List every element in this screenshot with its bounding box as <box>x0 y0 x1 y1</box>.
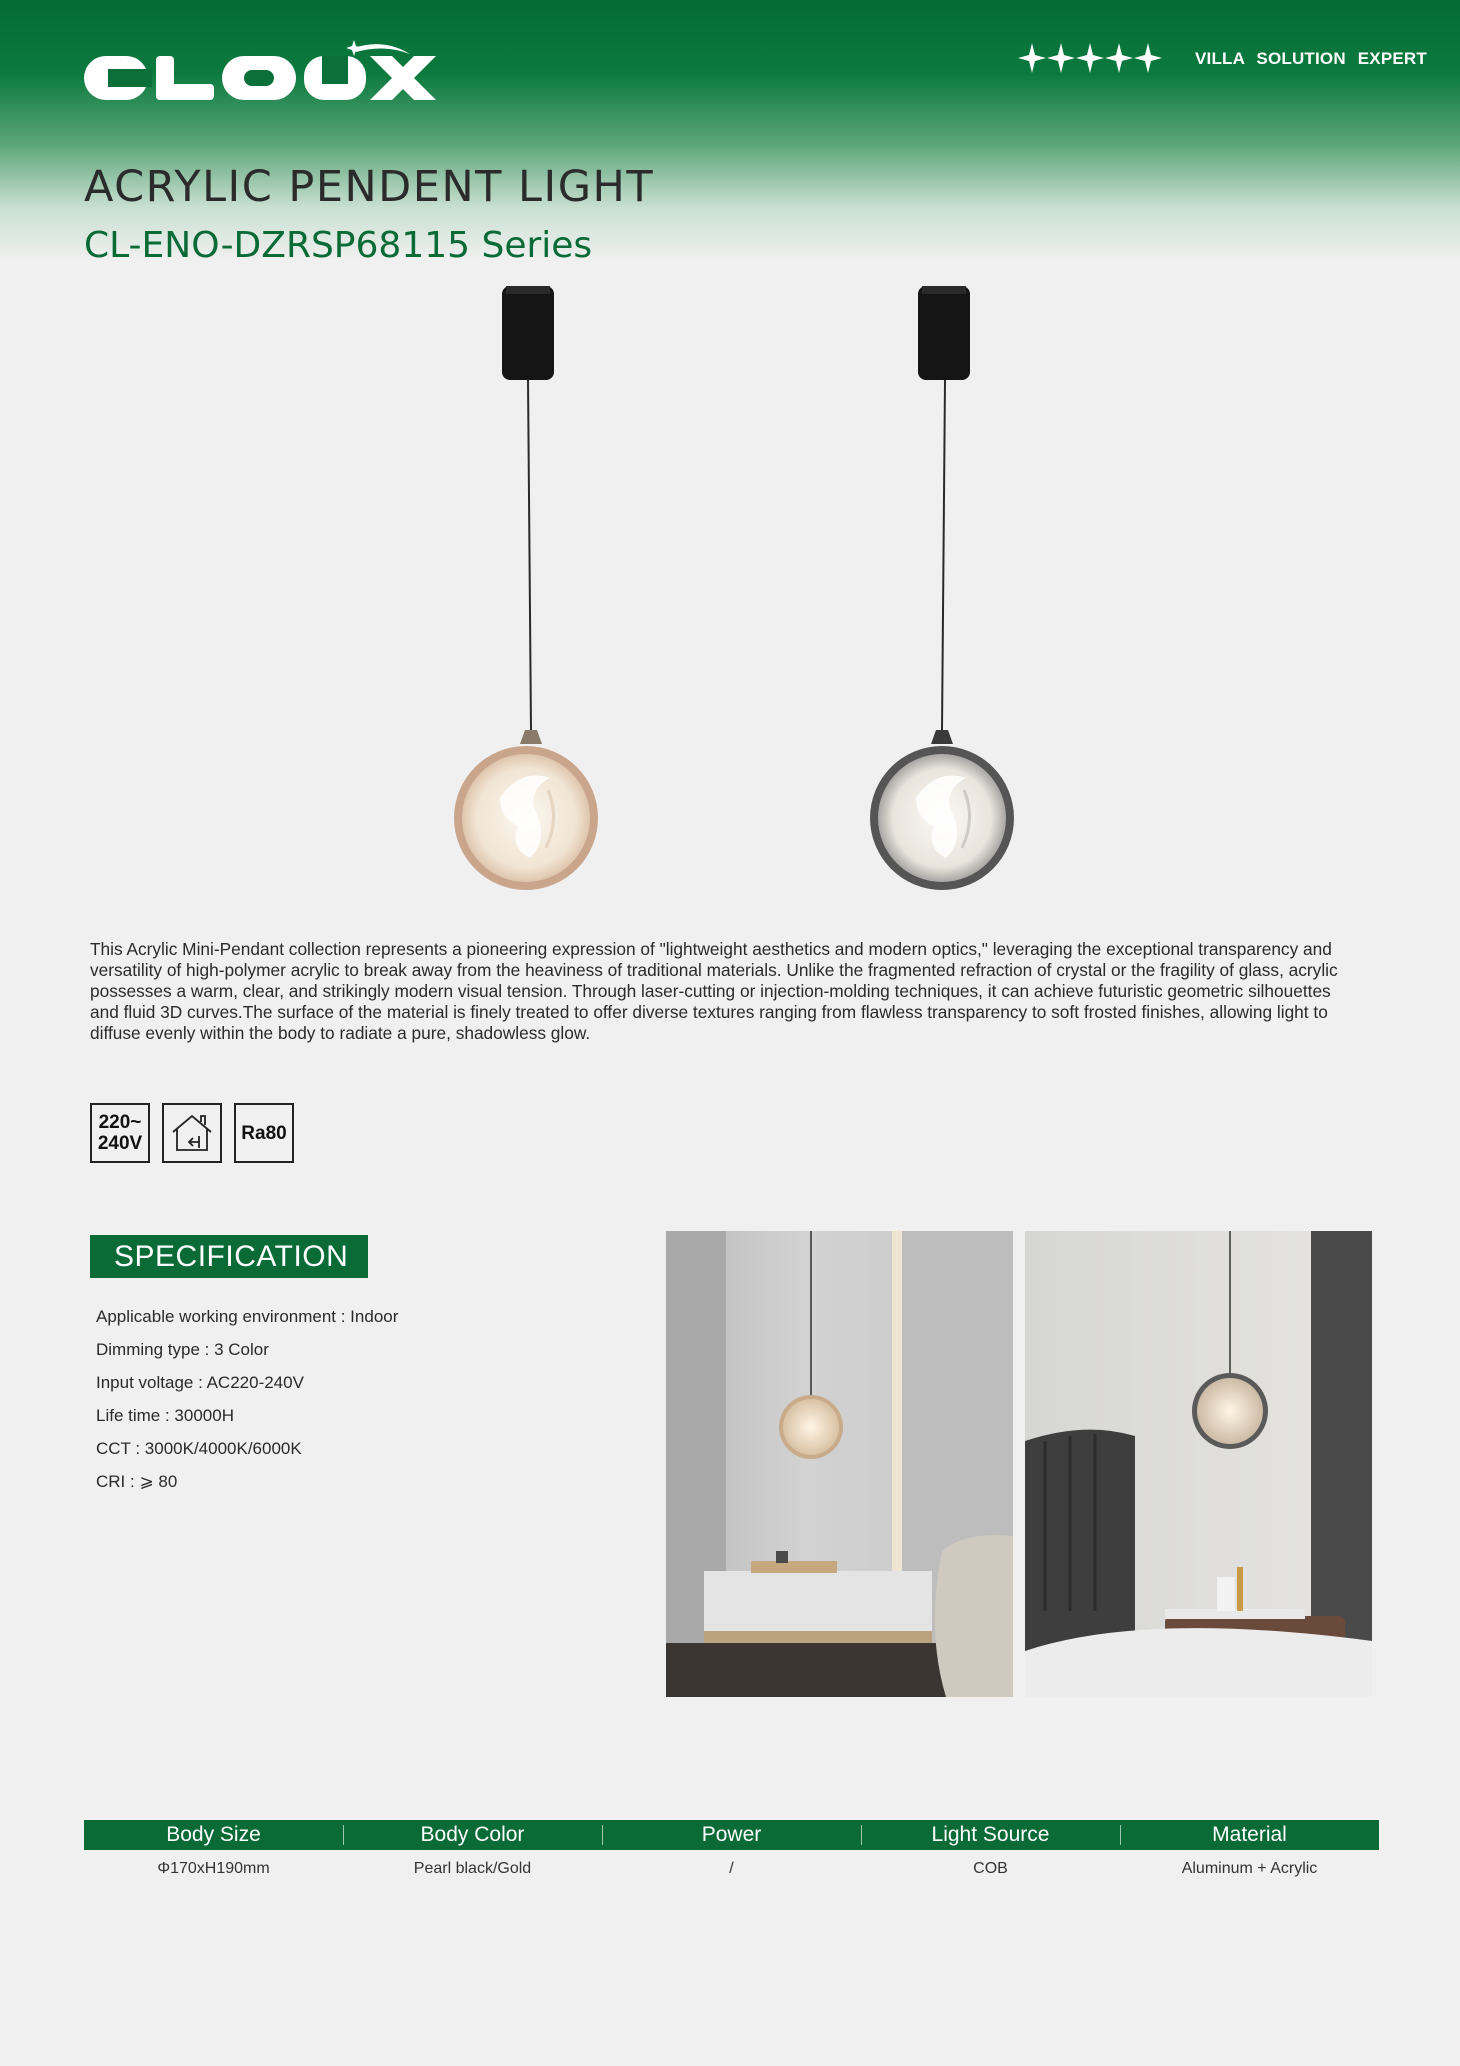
specs-table <box>84 1820 1379 1888</box>
product-description: This Acrylic Mini-Pendant collection represents a pioneering expression of "lightweight aesthetics and modern optics," leveraging the exceptional transparency and versatility of high-polymer acrylic to break away from the heaviness of traditional materials. Unlike the fragmented refraction of crystal or the fragility of glass, acrylic possesses a warm, clear, and strikingly modern visual tension. Through laser-cutting or injection-molding techniques, it can achieve futuristic geometric silhouettes and fluid 3D curves.The surface of the material is finely treated to offer diverse textures ranging from flawless transparency to soft frosted finishes, allowing light to diffuse evenly within the body to radiate a pure, shadowless glow. <box>90 939 1338 1043</box>
voltage-line-2: 240V <box>97 1133 143 1154</box>
table-row <box>84 1850 1379 1888</box>
cell-power: / <box>729 1860 734 1877</box>
header-body-size: Body Size <box>166 1823 261 1846</box>
header-material: Material <box>1120 1823 1379 1847</box>
cri-badge: Ra80 <box>234 1103 294 1163</box>
cell-body-color: Pearl black/Gold <box>413 1860 532 1877</box>
cell-light-source: COB <box>973 1860 1008 1877</box>
five-star-rating-icon <box>1018 38 1162 78</box>
scene-photo-bedside-black <box>1025 1231 1372 1697</box>
cell-body-size: Φ170xH190mm <box>157 1860 270 1877</box>
specs-table-header <box>84 1820 1379 1850</box>
voltage-line-1: 220~ <box>98 1112 142 1133</box>
black-pendant-illustration <box>870 286 1014 890</box>
spec-item: Life time : 30000H <box>96 1406 234 1425</box>
cloux-logo <box>84 40 436 102</box>
product-photo-pendants <box>430 278 1030 910</box>
specification-heading: SPECIFICATION <box>90 1235 368 1278</box>
series-name: CL-ENO-DZRSP68115 Series <box>84 225 593 266</box>
header-body-color: Body Color <box>343 1823 602 1847</box>
spec-item: Applicable working environment : Indoor <box>96 1307 399 1326</box>
spec-item: CCT : 3000K/4000K/6000K <box>96 1439 302 1458</box>
indoor-house-icon <box>162 1103 222 1163</box>
spec-item: CRI : ⩾ 80 <box>96 1472 178 1491</box>
gold-pendant-illustration <box>454 286 598 890</box>
feature-badges <box>90 1103 294 1163</box>
header-banner <box>0 0 1460 260</box>
spec-item: Input voltage : AC220-240V <box>96 1373 304 1392</box>
page-title: ACRYLIC PENDENT LIGHT <box>84 162 655 212</box>
cell-material: Aluminum + Acrylic <box>1181 1860 1318 1877</box>
spec-item: Dimming type : 3 Color <box>96 1340 269 1359</box>
scene-photo-bedside-gold <box>666 1231 1013 1697</box>
voltage-badge <box>90 1103 150 1163</box>
header-light-source: Light Source <box>861 1823 1120 1847</box>
specification-list <box>96 1300 398 1498</box>
slogan-text: VILLA SOLUTION EXPERT <box>1195 49 1427 68</box>
header-power: Power <box>602 1823 861 1847</box>
